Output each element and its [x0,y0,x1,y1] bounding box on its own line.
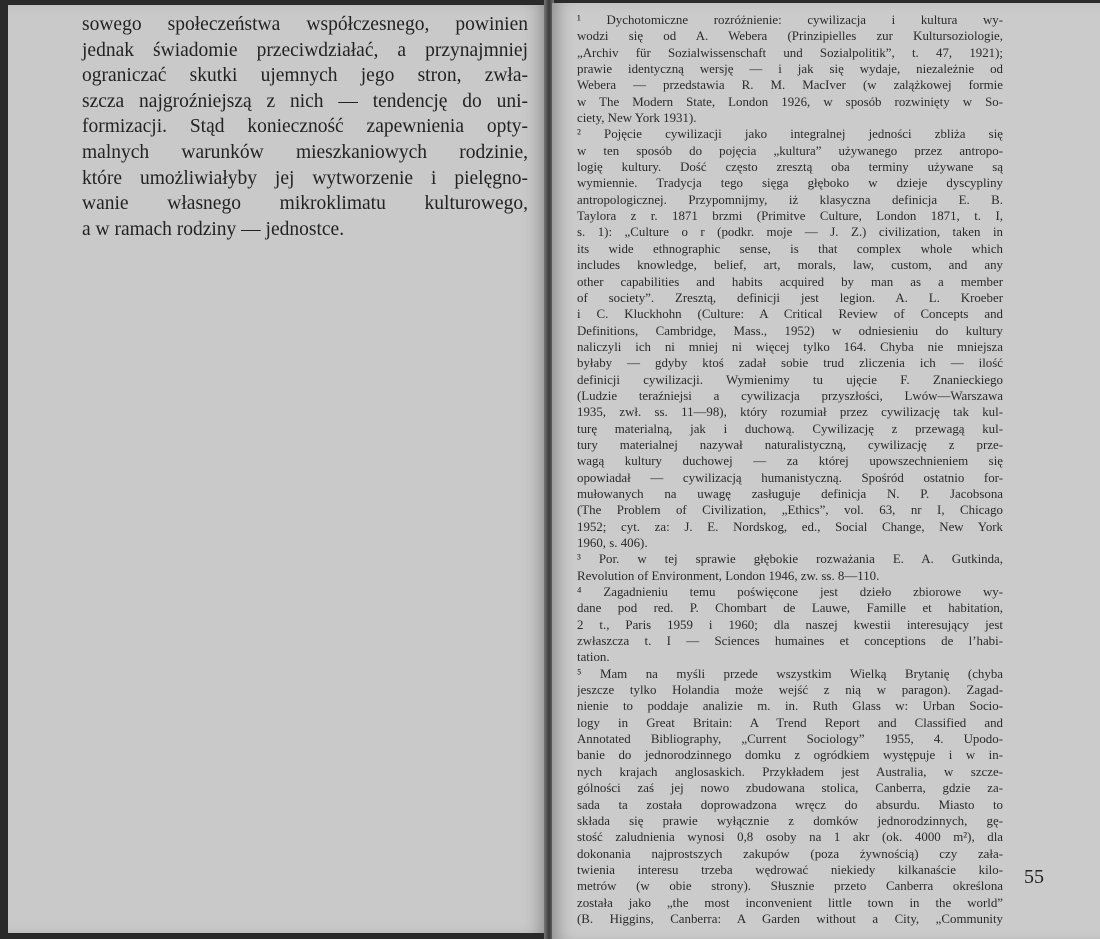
footnotes [577,12,1003,927]
footnote-line: Taylora z r. 1871 brzmi (Primitve Culture, London 1871, t. I, [577,209,1003,224]
footnote-line: twienia interesu trzeba wędrować niekiedy kilkanaście kilo- [577,862,1003,877]
footnote-line: nienie to poddaje analizie m. in. Ruth Glass w: Urban Socio- [577,699,1003,714]
footnote-line: metrów (w obie strony). Słusznie przeto Canberra określona [577,879,1003,894]
footnote-line: 1935, zwł. ss. 11—98), który rozumiał przez cywilizację tak kul- [577,405,1003,420]
body-line: formizacji. Stąd konieczność zapewnienia opty- [82,116,528,138]
footnote-line: ⁴ Zagadnieniu temu poświęcone jest dzieło zbiorowe wy- [577,585,1003,600]
footnote-line: Webera — przedstawia R. M. MacIver (w zalążkowej formie [577,78,1003,93]
footnote-line: of society”. Zresztą, definicji jest legion. A. L. Kroeber [577,290,1003,305]
footnote-line: logy in Great Britain: A Trend Report and Classified and [577,715,1003,730]
body-line: wanie własnego mikroklimatu kulturowego, [82,193,528,215]
body-line: jednak świadomie przeciwdziałać, a przynajmniej [82,39,528,61]
footnote-line: other capabilities and habits acquired by man as a member [577,274,1003,289]
footnote-line: naliczyli ich ni mniej ni więcej tylko 164. Chyba nie mniejsza [577,339,1003,354]
footnote-line: „Archiv für Sozialwissenschaft und Sozialpolitik”, t. 47, 1921); [577,45,1003,60]
footnote-line: definicji cywilizacji. Wymienimy tu ujęcie F. Znanieckiego [577,372,1003,387]
footnote-line: 1960, s. 406). [577,536,648,550]
footnote-line: sada ta została doprowadzona wręcz do absurdu. Miasto to [577,797,1003,812]
footnote-line: logię kultury. Dość często zresztą oba terminy używane są [577,160,1003,175]
footnote-line: (B. Higgins, Canberra: A Garden without a City, „Community [577,911,1003,926]
body-line: a w ramach rodziny — jednostce. [82,218,345,240]
footnote-line: tury materialnej nazywał naturalistyczną, cywilizację z prze- [577,437,1003,452]
footnote-line: Annotated Bibliography, „Current Sociology” 1955, 4. Upodo- [577,732,1003,747]
footnote-line: wodzi się od A. Webera (Prinzipielles zur Kultursoziologie, [577,29,1003,44]
footnote-line: w The Modern State, London 1926, w sposób rozwinięty w So- [577,94,1003,109]
footnote-line: (Ludzie teraźniejsi a cywilizacja przyszłości, Lwów—Warszawa [577,388,1003,403]
footnote-line: i C. Kluckhohn (Culture: A Critical Review of Concepts and [577,307,1003,322]
footnote-line: includes knowledge, belief, art, morals, law, custom, and any [577,258,1003,273]
footnote-line: Revolution of Environment, London 1946, zw. ss. 8—110. [577,568,880,583]
footnote-line: its wide ethnographic sense, is that complex whole which [577,241,1003,256]
footnote-line: została jako „the most inconvenient little town in the world” [577,895,1003,910]
footnote-line: 2 t., Paris 1959 i 1960; dla naszej kwestii interesujący jest [577,617,1003,632]
footnote-line: (The Problem of Civilization, „Ethics”, vol. 63, nr I, Chicago [577,503,1003,518]
footnote-line: wagą kultury duchowej — za której upowszechnieniem się [577,454,1003,469]
footnote-line: dane pod red. P. Chombart de Lauwe, Famille et habitation, [577,601,1003,616]
footnote-line: tation. [577,650,610,665]
footnote-line: w ten sposób do pojęcia „kultura” używanego przez antropo- [577,143,1003,158]
footnote-line: banie do jednorodzinnego domku z ogródkiem występuje i w in- [577,748,1003,763]
footnote-line: s. 1): „Culture o r (podkr. moje — J. Z.) civilization, taken in [577,225,1003,240]
footnote-line: stość zaludnienia wynosi 0,8 osoby na 1 akr (ok. 4000 m²), dla [577,830,1003,845]
body-line: które umożliwiałyby jej wytworzenie i pielęgno- [82,167,528,189]
footnote-line: nych krajach anglosaskich. Przykładem jest Australia, w szcze- [577,764,1003,779]
body-line: szcza najgroźniejszą z nich — tendencję do uni- [82,90,528,112]
footnote-line: opowiadał — cywilizacją humanistyczną. Spośród ostatnio for- [577,470,1003,485]
footnote-line: ¹ Dychotomiczne rozróżnienie: cywilizacja i kultura wy- [577,13,1003,27]
body-line: sowego społeczeństwa współczesnego, powinien [82,14,528,35]
footnote-line: składa się prawie wyłącznie z domków jednorodzinnych, gę- [577,813,1003,828]
footnote-line: wymiennie. Tradycja tego sięga głęboko w dzieje dyscypliny [577,176,1003,191]
footnote-line: antropologicznej. Przypomnijmy, iż klasyczna definicja E. B. [577,192,1003,207]
main-body-text [82,12,528,242]
footnote-line: dokonania najprostszych zakupów (poza żywnością) czy zała- [577,846,1003,861]
footnote-line: jeszcze tylko Holandia może wejść z nią w paragon). Zagad- [577,683,1003,698]
footnote-line: ³ Por. w tej sprawie głębokie rozważania E. A. Gutkinda, [577,552,1003,567]
body-line: malnych warunków mieszkaniowych rodzinie, [82,141,528,163]
page-number: 55 [1024,866,1044,888]
footnote-line: 1952; cyt. za: J. E. Nordskog, ed., Social Change, New York [577,519,1003,534]
footnote-line: mułowanych na uwagę zasługuje definicja N. P. Jacobsona [577,486,1003,501]
footnote-line: gólności zaś jej nowo zbudowana stolica, Canberra, gdzie za- [577,781,1003,796]
footnote-line: zwłaszcza t. I — Sciences humaines et conceptions de l’habi- [577,634,1003,649]
footnote-line: Definitions, Cambridge, Mass., 1952) w odniesieniu do kultury [577,323,1003,338]
footnote-line: ⁵ Mam na myśli przede wszystkim Wielką Brytanię (chyba [577,666,1003,681]
footnote-line: byłaby — gdyby ktoś zadał sobie trud zliczenia ich — ilość [577,356,1003,371]
footnote-line: turę materialną, jak i duchową. Cywilizację z przewagą kul- [577,421,1003,436]
footnote-line: prawie identyczną wersję — i jak się wydaje, niezależnie od [577,62,1003,77]
body-line: ograniczać skutki ujemnych jego stron, zwła- [82,65,528,87]
footnote-line: ciety, New York 1931). [577,111,697,126]
footnote-line: ² Pojęcie cywilizacji jako integralnej jedności zbliża się [577,127,1003,142]
